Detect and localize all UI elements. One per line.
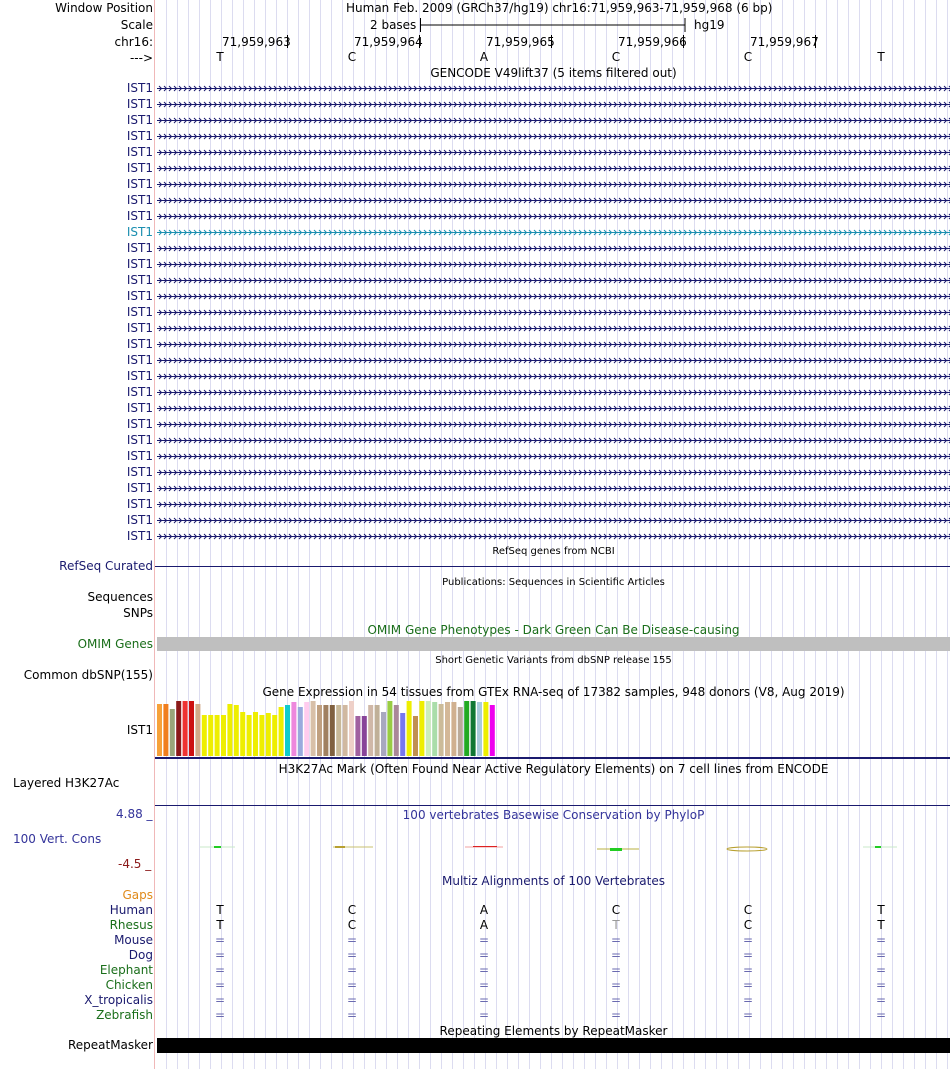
multiz-base: A	[479, 903, 489, 917]
gtex-tissue-bar[interactable]	[163, 704, 168, 756]
gene-label-ist1[interactable]: IST1	[126, 465, 153, 479]
assembly-short: hg19	[694, 18, 725, 32]
multiz-base: =	[346, 993, 358, 1007]
gtex-tissue-bar[interactable]	[176, 701, 181, 756]
publications-track-title: Publications: Sequences in Scientific Articles	[442, 577, 665, 588]
gtex-tissue-bar[interactable]	[240, 712, 245, 756]
gtex-tissue-bar[interactable]	[419, 701, 424, 756]
refseq-label[interactable]: RefSeq Curated	[59, 559, 153, 573]
dna-base: A	[479, 50, 489, 64]
dbsnp-label[interactable]: Common dbSNP(155)	[23, 668, 153, 682]
gtex-tissue-bar[interactable]	[253, 712, 258, 756]
multiz-base: =	[214, 963, 226, 977]
gtex-tissue-bar[interactable]	[483, 702, 488, 756]
multiz-species-label[interactable]: Mouse	[114, 933, 153, 947]
multiz-base: C	[347, 918, 357, 932]
phylop-label[interactable]: 100 Vert. Cons	[13, 832, 102, 846]
multiz-track-title: Multiz Alignments of 100 Vertebrates	[441, 874, 666, 888]
multiz-base: =	[478, 993, 490, 1007]
multiz-base: =	[478, 963, 490, 977]
repeatmasker-feature-bar[interactable]	[157, 1038, 950, 1053]
gtex-tissue-bar[interactable]	[208, 715, 213, 756]
scale-label: Scale	[120, 18, 153, 32]
repeatmasker-label[interactable]: RepeatMasker	[67, 1038, 153, 1052]
gtex-tissue-bar[interactable]	[407, 701, 412, 756]
gtex-tissue-bar[interactable]	[490, 705, 495, 756]
gtex-tissue-bar[interactable]	[477, 702, 482, 756]
multiz-base: =	[346, 963, 358, 977]
gtex-tissue-bar[interactable]	[368, 705, 373, 756]
multiz-base: =	[214, 933, 226, 947]
scale-bar	[420, 17, 686, 33]
gtex-tissue-bar[interactable]	[221, 715, 226, 756]
multiz-base: =	[610, 963, 622, 977]
gtex-tissue-bar[interactable]	[375, 705, 380, 756]
gtex-tissue-bar[interactable]	[195, 704, 200, 756]
position-tick: 71,959,963	[222, 35, 291, 49]
gene-label-ist1[interactable]: IST1	[126, 353, 153, 367]
gene-label-ist1[interactable]: IST1	[126, 337, 153, 351]
multiz-species-label[interactable]: Dog	[128, 948, 153, 962]
dna-base: T	[216, 50, 224, 64]
gene-label-ist1[interactable]: IST1	[126, 449, 153, 463]
multiz-base: =	[875, 1008, 887, 1022]
gtex-tissue-bar[interactable]	[413, 716, 418, 756]
dna-base: C	[743, 50, 753, 64]
gtex-tissue-bar[interactable]	[343, 705, 348, 756]
multiz-base: T	[877, 918, 885, 932]
gtex-tissue-bar[interactable]	[381, 712, 386, 756]
omim-track-title: OMIM Gene Phenotypes - Dark Green Can Be Disease-causing	[367, 623, 740, 637]
gene-label-ist1[interactable]: IST1	[126, 513, 153, 527]
gtex-tissue-bar[interactable]	[362, 716, 367, 756]
gtex-tissue-bar[interactable]	[458, 707, 463, 756]
dna-base: C	[611, 50, 621, 64]
multiz-base: =	[346, 978, 358, 992]
multiz-base: =	[478, 1008, 490, 1022]
gene-label-ist1[interactable]: IST1	[126, 209, 153, 223]
gene-label-ist1[interactable]: IST1	[126, 433, 153, 447]
multiz-species-label[interactable]: Human	[109, 903, 153, 917]
gtex-tissue-bar[interactable]	[445, 702, 450, 756]
multiz-base: T	[216, 918, 224, 932]
position-tick: 71,959,966	[618, 35, 687, 49]
gtex-tissue-bar[interactable]	[183, 701, 188, 756]
phylop-min-label: -4.5 _	[118, 857, 152, 871]
h3k27ac-track-title: H3K27Ac Mark (Often Found Near Active Regulatory Elements) on 7 cell lines from ENCODE	[278, 762, 829, 776]
position-tick: 71,959,965	[486, 35, 555, 49]
window-position-label: Window Position	[55, 1, 153, 15]
gtex-tissue-bar[interactable]	[259, 715, 264, 756]
gtex-baseline	[155, 757, 950, 759]
gene-label-ist1[interactable]: IST1	[126, 177, 153, 191]
gtex-tissue-bar[interactable]	[400, 713, 405, 756]
gtex-tissue-bar[interactable]	[311, 701, 316, 756]
multiz-base: =	[346, 948, 358, 962]
gencode-gene-lines[interactable]	[155, 80, 950, 546]
multiz-species-label[interactable]: Chicken	[105, 978, 153, 992]
gtex-tissue-bar[interactable]	[394, 705, 399, 756]
gtex-gene-label[interactable]: IST1	[126, 723, 153, 737]
gtex-tissue-bar[interactable]	[202, 715, 207, 756]
phylop-track-title: 100 vertebrates Basewise Conservation by PhyloP	[402, 808, 705, 822]
multiz-base: =	[478, 948, 490, 962]
gtex-tissue-bar[interactable]	[432, 702, 437, 756]
gene-label-ist1[interactable]: IST1	[126, 241, 153, 255]
multiz-base: =	[875, 933, 887, 947]
multiz-base: =	[875, 993, 887, 1007]
multiz-base: =	[214, 978, 226, 992]
gene-label-ist1[interactable]: IST1	[126, 529, 153, 543]
phylop-max-label: 4.88 _	[116, 807, 153, 821]
gtex-tissue-bar[interactable]	[157, 704, 162, 756]
multiz-base: =	[346, 1008, 358, 1022]
multiz-base: =	[875, 948, 887, 962]
multiz-base: C	[743, 918, 753, 932]
gtex-tissue-bar[interactable]	[471, 701, 476, 756]
h3k27ac-baseline	[155, 805, 950, 806]
gene-label-ist1[interactable]: IST1	[126, 401, 153, 415]
multiz-species-label[interactable]: Rhesus	[109, 918, 153, 932]
ruler-ticks	[155, 34, 950, 50]
gtex-tissue-bar[interactable]	[355, 716, 360, 756]
multiz-base: =	[610, 948, 622, 962]
gtex-tissue-bar[interactable]	[330, 705, 335, 756]
multiz-base: A	[479, 918, 489, 932]
gtex-tissue-bar[interactable]	[279, 707, 284, 756]
multiz-base: T	[877, 903, 885, 917]
multiz-base: =	[742, 993, 754, 1007]
gene-label-ist1[interactable]: IST1	[126, 481, 153, 495]
gene-label-ist1[interactable]: IST1	[126, 193, 153, 207]
gtex-tissue-bar[interactable]	[298, 707, 303, 756]
gene-label-ist1[interactable]: IST1	[126, 385, 153, 399]
multiz-base: =	[875, 963, 887, 977]
multiz-gaps-label[interactable]: Gaps	[122, 888, 153, 902]
multiz-base: =	[610, 978, 622, 992]
gencode-track-title: GENCODE V49lift37 (5 items filtered out)	[430, 66, 677, 80]
multiz-base: =	[346, 933, 358, 947]
gene-label-ist1[interactable]: IST1	[126, 369, 153, 383]
repeatmasker-track-title: Repeating Elements by RepeatMasker	[439, 1024, 668, 1038]
gene-label-ist1[interactable]: IST1	[126, 321, 153, 335]
gene-label-ist1[interactable]: IST1	[126, 97, 153, 111]
gtex-tissue-bar[interactable]	[291, 702, 296, 756]
scale-text: 2 bases	[370, 18, 417, 32]
gtex-tissue-bar[interactable]	[285, 705, 290, 756]
multiz-base: C	[611, 903, 621, 917]
gtex-tissue-bar[interactable]	[266, 713, 271, 756]
h3k27ac-label[interactable]: Layered H3K27Ac	[13, 776, 120, 790]
dna-base: C	[347, 50, 357, 64]
multiz-base: =	[742, 948, 754, 962]
gtex-tissue-bar[interactable]	[464, 701, 469, 756]
strand-label: --->	[129, 51, 153, 65]
multiz-base: =	[742, 1008, 754, 1022]
gtex-tissue-bar[interactable]	[304, 702, 309, 756]
gtex-tissue-bar[interactable]	[426, 701, 431, 756]
gtex-tissue-bar[interactable]	[215, 715, 220, 756]
gtex-tissue-bar[interactable]	[272, 715, 277, 756]
multiz-base: T	[612, 918, 620, 932]
gtex-tissue-bar[interactable]	[317, 705, 322, 756]
gtex-bar-chart[interactable]	[155, 700, 555, 758]
multiz-base: C	[743, 903, 753, 917]
gtex-tissue-bar[interactable]	[439, 704, 444, 756]
multiz-base: C	[347, 903, 357, 917]
dbsnp-track-title: Short Genetic Variants from dbSNP release 155	[435, 655, 672, 666]
refseq-gene-line[interactable]	[155, 566, 950, 567]
publications-label-snps[interactable]: SNPs	[123, 606, 153, 620]
gene-label-ist1[interactable]: IST1	[126, 289, 153, 303]
multiz-base: =	[742, 978, 754, 992]
multiz-base: =	[610, 993, 622, 1007]
multiz-base: T	[216, 903, 224, 917]
multiz-base: =	[478, 978, 490, 992]
multiz-species-label[interactable]: X_tropicalis	[84, 993, 153, 1007]
phylop-signal[interactable]	[155, 838, 950, 858]
multiz-base: =	[214, 1008, 226, 1022]
omim-feature-bar[interactable]	[157, 637, 950, 651]
gene-label-ist1[interactable]: IST1	[126, 497, 153, 511]
gtex-tissue-bar[interactable]	[349, 701, 354, 756]
gene-label-ist1[interactable]: IST1	[126, 113, 153, 127]
multiz-base: =	[742, 963, 754, 977]
gtex-tissue-bar[interactable]	[387, 701, 392, 756]
multiz-base: =	[610, 1008, 622, 1022]
gtex-track-title: Gene Expression in 54 tissues from GTEx RNA-seq of 17382 samples, 948 donors (V8, Aug 2019)	[262, 685, 845, 699]
gtex-tissue-bar[interactable]	[247, 715, 252, 756]
refseq-track-title: RefSeq genes from NCBI	[492, 546, 615, 557]
multiz-base: =	[214, 948, 226, 962]
dna-base: T	[877, 50, 885, 64]
gtex-tissue-bar[interactable]	[234, 705, 239, 756]
assembly-title: Human Feb. 2009 (GRCh37/hg19) chr16:71,959,963-71,959,968 (6 bp)	[346, 1, 773, 15]
gtex-tissue-bar[interactable]	[227, 704, 232, 756]
gtex-tissue-bar[interactable]	[451, 702, 456, 756]
gene-label-ist1[interactable]: IST1	[126, 273, 153, 287]
omim-label[interactable]: OMIM Genes	[77, 637, 153, 651]
multiz-species-label[interactable]: Zebrafish	[96, 1008, 153, 1022]
position-tick: 71,959,964	[354, 35, 423, 49]
gene-label-ist1[interactable]: IST1	[126, 225, 153, 239]
gtex-tissue-bar[interactable]	[170, 709, 175, 756]
multiz-base: =	[478, 933, 490, 947]
position-tick: 71,959,967	[750, 35, 819, 49]
gene-label-ist1[interactable]: IST1	[126, 305, 153, 319]
gene-label-ist1[interactable]: IST1	[126, 81, 153, 95]
multiz-species-label[interactable]: Elephant	[99, 963, 153, 977]
gtex-tissue-bar[interactable]	[336, 705, 341, 756]
gene-label-ist1[interactable]: IST1	[126, 129, 153, 143]
gene-label-ist1[interactable]: IST1	[126, 145, 153, 159]
gtex-tissue-bar[interactable]	[323, 705, 328, 756]
gene-label-ist1[interactable]: IST1	[126, 161, 153, 175]
publications-label-sequences[interactable]: Sequences	[87, 590, 153, 604]
multiz-base: =	[875, 978, 887, 992]
gene-label-ist1[interactable]: IST1	[126, 257, 153, 271]
multiz-base: =	[214, 993, 226, 1007]
gene-label-ist1[interactable]: IST1	[126, 417, 153, 431]
multiz-base: =	[742, 933, 754, 947]
chrom-label: chr16:	[114, 35, 153, 49]
gtex-tissue-bar[interactable]	[189, 701, 194, 756]
multiz-base: =	[610, 933, 622, 947]
